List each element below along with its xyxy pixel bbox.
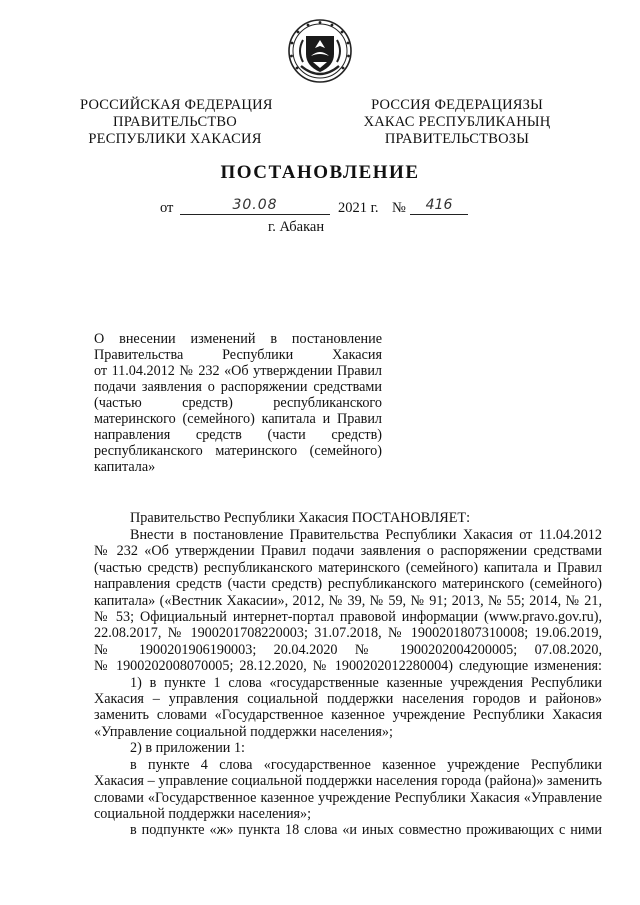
header-left-line-2: ПРАВИТЕЛЬСТВО — [113, 114, 237, 130]
header-right-block — [362, 97, 552, 148]
body-line: заменить словами «Государственное казенное учреждение Республики Хакасия — [94, 707, 602, 724]
body-line: капитала» («Вестник Хакасии», 2012, № 39, № 59, № 91; 2013, № 55; 2014, № 21, — [94, 592, 602, 609]
subject-block — [94, 331, 382, 475]
body-line: Хакасия – управление социальной поддержки населения города (района)» заменить — [94, 773, 602, 790]
header-left-line-1: РОССИЙСКАЯ ФЕДЕРАЦИЯ — [80, 97, 273, 113]
subject-line: (частью средств) республиканского — [94, 395, 382, 411]
body-line: (частью средств) республиканского материнского (семейного) капитала и Правил — [94, 559, 602, 576]
handwritten-number: 416 — [410, 197, 468, 215]
subject-line: капитала» — [94, 459, 156, 475]
resolving-clause: Правительство Республики Хакасия ПОСТАНОВЛЯЕТ: — [130, 510, 471, 526]
body-line: в пункте 4 слова «государственное казенное учреждение Республики — [130, 756, 602, 773]
subject-line: направления средств (части средств) — [94, 427, 382, 443]
body-line: № 232 «Об утверждении Правил подачи заявления о распоряжении средствами — [94, 543, 602, 560]
body-line: Внести в постановление Правительства Республики Хакасия от 11.04.2012 — [130, 527, 602, 543]
body-line: 1) в пункте 1 слова «государственные казенные учреждения Республики — [130, 674, 602, 691]
body-line: словами «Государственное казенное учреждение Республики Хакасия «Управление — [94, 789, 602, 806]
body-text — [94, 527, 602, 839]
body-line: № 1900202008070005; 28.12.2020, № 1900202012280004) следующие изменения: — [94, 658, 602, 675]
subject-line: от 11.04.2012 № 232 «Об утверждении Правил — [94, 363, 382, 379]
body-line: социальной поддержки населения»; — [94, 805, 312, 822]
year-label: 2021 г. — [338, 200, 379, 216]
subject-line: О внесении изменений в постановление — [94, 331, 382, 347]
body-line: № 1900201906190003; 20.04.2020 № 1900202004200005; 07.08.2020, — [94, 641, 602, 658]
header-right-line-3: ПРАВИТЕЛЬСТВОЗЫ — [384, 131, 530, 147]
subject-line: Правительства Республики Хакасия — [94, 347, 382, 363]
subject-line: республиканского материнского (семейного) — [94, 443, 382, 459]
header-left-line-3: РЕСПУБЛИКИ ХАКАСИЯ — [88, 131, 262, 147]
city-name: г. Абакан — [268, 219, 325, 235]
coat-of-arms-emblem — [287, 18, 353, 84]
subject-line: подачи заявления о распоряжении средствами — [94, 379, 382, 395]
number-sign: № — [392, 200, 406, 216]
body-line: в подпункте «ж» пункта 18 слова «и иных совместно проживающих с ними — [130, 822, 602, 839]
body-line: № 53; Официальный интернет-портал правовой информации (www.pravo.gov.ru), — [94, 609, 602, 626]
body-line: 2) в приложении 1: — [130, 740, 245, 757]
handwritten-date: 30.08 — [180, 197, 330, 215]
body-line: 22.08.2017, № 1900201708220003; 31.07.2018, № 1900201807310008; 19.06.2019, — [94, 625, 602, 642]
body-line: направления средств (части средств) республиканского материнского (семейного) — [94, 576, 602, 593]
header-right-line-2: ХАКАС РЕСПУБЛИКАНЫҢ — [363, 114, 551, 130]
subject-line: материнского (семейного) капитала и Правил — [94, 411, 382, 427]
body-line: «Управление социальной поддержки населения»; — [94, 723, 393, 740]
date-from-label: от — [160, 200, 174, 216]
document-title: ПОСТАНОВЛЕНИЕ — [220, 162, 420, 183]
header-right-line-1: РОССИЯ ФЕДЕРАЦИЯЗЫ — [371, 97, 543, 113]
date-number-line — [0, 197, 640, 219]
body-line: Хакасия – управления социальной поддержки населения городов и районов» — [94, 691, 602, 708]
header-left-block — [80, 97, 273, 148]
